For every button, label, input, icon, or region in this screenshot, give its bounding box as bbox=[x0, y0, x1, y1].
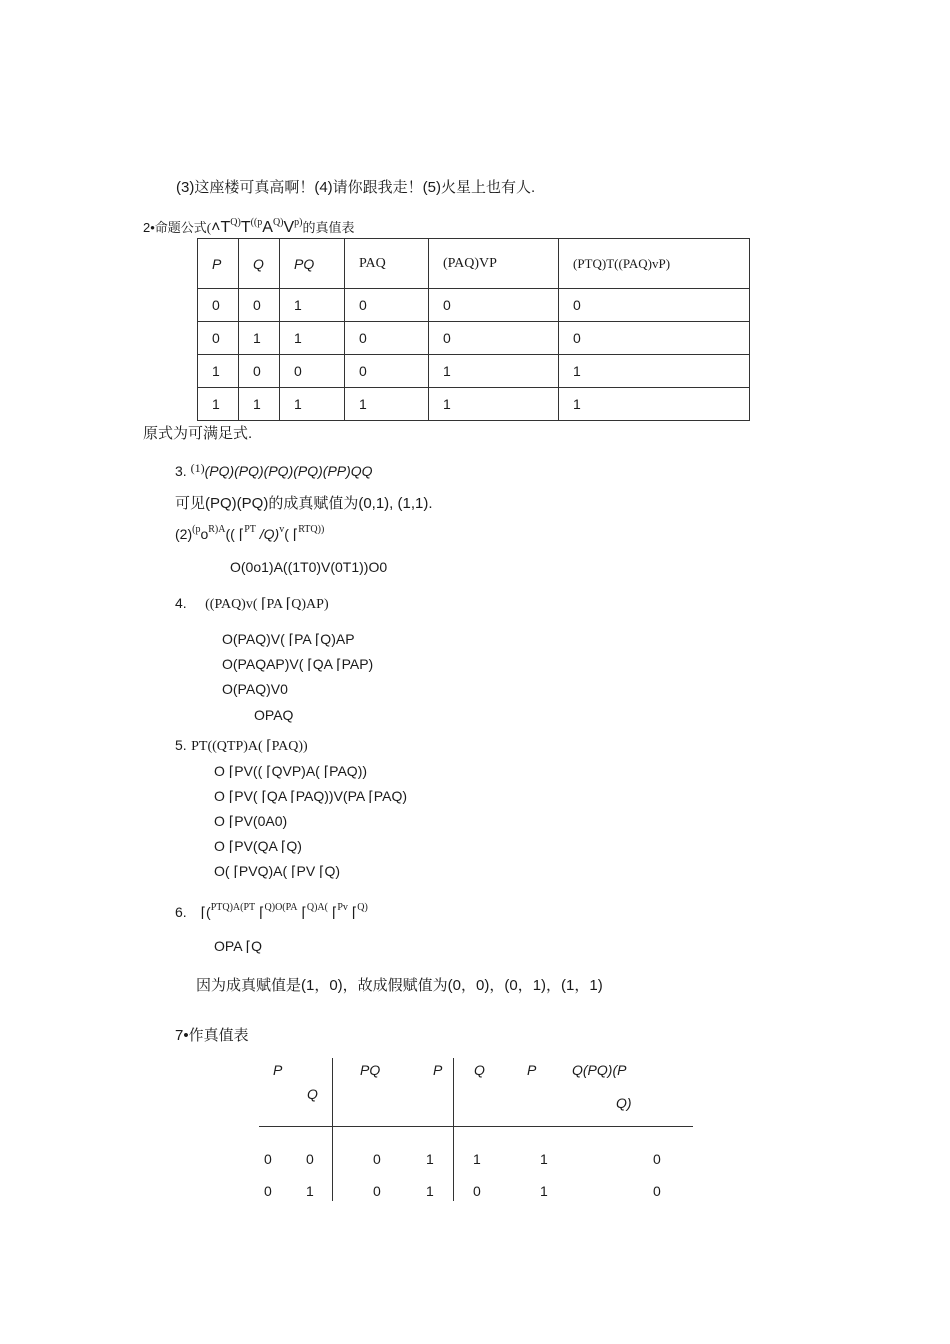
q2-formula-part: A bbox=[262, 219, 273, 236]
q5-step: O ⌈PV(( ⌈QVP)A( ⌈PAQ)) bbox=[214, 763, 368, 779]
q5-step: O( ⌈PVQ)A( ⌈PV ⌈Q) bbox=[214, 863, 341, 879]
table-cell: 0 bbox=[559, 289, 750, 322]
q2-formula-part: T bbox=[240, 219, 251, 236]
q5-line bbox=[175, 737, 308, 755]
table-row bbox=[198, 355, 750, 388]
formula-sup: PTQ)A(PT bbox=[210, 902, 256, 913]
q4-number: 4. bbox=[175, 595, 187, 611]
table-cell: 0 bbox=[429, 322, 559, 355]
table-cell: 1 bbox=[426, 1151, 434, 1167]
table-header-cell: PQ bbox=[280, 239, 345, 289]
table-row bbox=[198, 322, 750, 355]
q3-sub-number: (1) bbox=[190, 461, 205, 475]
formula-part: ⌈( bbox=[200, 904, 211, 920]
q2-formula-part: ˄T bbox=[211, 219, 231, 236]
table-header-cell: Q(PQ)(P bbox=[572, 1062, 627, 1078]
q3-part2-number: (2) bbox=[175, 526, 193, 542]
table-row bbox=[198, 289, 750, 322]
table-cell: 0 bbox=[306, 1151, 314, 1167]
table-header-row bbox=[198, 239, 750, 289]
q5-step: O ⌈PV(QA ⌈Q) bbox=[214, 838, 302, 854]
table-cell: 1 bbox=[429, 355, 559, 388]
q3-line-2: 可见(PQ)(PQ)的成真赋值为(0,1), (1,1). bbox=[175, 495, 433, 512]
q4-step: OPAQ bbox=[254, 707, 294, 723]
q3-expression: (PQ)(PQ)(PQ)(PQ)(PP)QQ bbox=[204, 463, 373, 479]
q4-line bbox=[175, 595, 329, 613]
table-cell: 1 bbox=[473, 1151, 481, 1167]
q2-formula-part: V bbox=[283, 219, 295, 236]
table-header-cell: P bbox=[273, 1062, 283, 1078]
q4-step: O(PAQ)V( ⌈PA ⌈Q)AP bbox=[222, 631, 355, 647]
q3-line-1 bbox=[175, 461, 373, 479]
formula-part: ( ⌈ bbox=[284, 526, 299, 542]
table-cell: 1 bbox=[426, 1183, 434, 1199]
table-divider bbox=[332, 1058, 333, 1201]
formula-sup: Q)A( bbox=[306, 902, 328, 913]
table-cell: 1 bbox=[559, 355, 750, 388]
table-cell: 0 bbox=[198, 322, 239, 355]
formula-part: ⌈ bbox=[327, 904, 338, 920]
q3-part2-result: O(0o1)A((1T0)V(0T1))O0 bbox=[230, 559, 388, 575]
table-cell: 0 bbox=[559, 322, 750, 355]
q4-step: O(PAQAP)V( ⌈QA ⌈PAP) bbox=[222, 656, 374, 672]
q6-number: 6. bbox=[175, 904, 187, 920]
q3-part2 bbox=[175, 524, 324, 543]
table-header-cell: P bbox=[527, 1062, 537, 1078]
table-cell: 1 bbox=[540, 1183, 548, 1199]
q2-formula-sup: Q) bbox=[230, 217, 241, 228]
formula-sup: R)A bbox=[208, 524, 226, 535]
q5-expression: PT((QTP)A( ⌈PAQ)) bbox=[191, 739, 308, 754]
q2-formula-sup: Q) bbox=[272, 217, 284, 228]
sentences-text: (3)这座楼可真高啊！(4)请你跟我走！(5)火星上也有人. bbox=[176, 179, 536, 196]
table-cell: 1 bbox=[239, 322, 280, 355]
table-cell: 0 bbox=[473, 1183, 481, 1199]
formula-part: (( ⌈ bbox=[225, 526, 245, 542]
table-cell: 1 bbox=[239, 388, 280, 421]
table-cell: 0 bbox=[280, 355, 345, 388]
q6-step: OPA ⌈Q bbox=[214, 938, 262, 954]
table-header-cell: P bbox=[198, 239, 239, 289]
formula-sup: v bbox=[279, 524, 285, 535]
table-cell: 0 bbox=[373, 1183, 381, 1199]
q4-step: O(PAQ)V0 bbox=[222, 681, 288, 697]
formula-sup: PT bbox=[244, 524, 256, 535]
q2-formula-sup: ((p bbox=[250, 217, 263, 228]
table-header-cell: Q) bbox=[616, 1095, 632, 1111]
table-cell: 1 bbox=[429, 388, 559, 421]
q5-step: O ⌈PV(0A0) bbox=[214, 813, 288, 829]
q2-formula-sup: p) bbox=[294, 217, 303, 228]
formula-part: o bbox=[200, 526, 209, 542]
table-header-cell: Q bbox=[307, 1086, 318, 1102]
table-cell: 0 bbox=[264, 1151, 272, 1167]
table-header-cell: (PAQ)VP bbox=[429, 239, 559, 289]
table-cell: 0 bbox=[239, 289, 280, 322]
q2-heading bbox=[143, 217, 355, 237]
conclusion-text: 原式为可满足式. bbox=[143, 425, 253, 442]
q4-expression: ((PAQ)v( ⌈PA ⌈Q)AP) bbox=[205, 597, 329, 612]
formula-sup: RTQ)) bbox=[298, 524, 325, 535]
formula-sup: (p bbox=[192, 524, 201, 535]
formula-part: /Q) bbox=[255, 526, 280, 542]
table-cell: 0 bbox=[264, 1183, 272, 1199]
table-cell: 1 bbox=[559, 388, 750, 421]
table-cell: 0 bbox=[239, 355, 280, 388]
formula-part: ⌈ bbox=[255, 904, 265, 920]
table-header-cell: P bbox=[433, 1062, 443, 1078]
q2-label: 命题公式( bbox=[154, 220, 212, 235]
table-cell: 1 bbox=[280, 388, 345, 421]
table-cell: 1 bbox=[345, 388, 429, 421]
q2-suffix: 的真值表 bbox=[302, 220, 355, 235]
q2-number: 2• bbox=[143, 220, 155, 235]
table-cell: 1 bbox=[198, 355, 239, 388]
table-divider bbox=[453, 1058, 454, 1201]
table-header-cell: Q bbox=[239, 239, 280, 289]
table-header-cell: PQ bbox=[360, 1062, 381, 1078]
table-cell: 0 bbox=[345, 289, 429, 322]
truth-table-1 bbox=[197, 238, 750, 421]
table-cell: 0 bbox=[429, 289, 559, 322]
table-cell: 0 bbox=[345, 355, 429, 388]
table-cell: 0 bbox=[345, 322, 429, 355]
table-cell: 0 bbox=[653, 1183, 661, 1199]
table-header-cell: PAQ bbox=[345, 239, 429, 289]
table-divider bbox=[259, 1126, 693, 1127]
formula-part: ⌈ bbox=[347, 904, 358, 920]
table-header-cell: Q bbox=[474, 1062, 485, 1078]
formula-sup: Pv bbox=[337, 902, 348, 913]
table-cell: 0 bbox=[653, 1151, 661, 1167]
q3-number: 3. bbox=[175, 463, 187, 479]
table-cell: 0 bbox=[198, 289, 239, 322]
table-cell: 1 bbox=[280, 289, 345, 322]
q5-number: 5. bbox=[175, 737, 187, 753]
q6-conclusion: 因为成真赋值是(1，0)，故成假赋值为(0，0)，(0，1)，(1，1) bbox=[196, 977, 603, 994]
table-cell: 1 bbox=[198, 388, 239, 421]
sentence-line bbox=[176, 176, 535, 197]
table-cell: 1 bbox=[306, 1183, 314, 1199]
q6-line bbox=[175, 902, 368, 921]
formula-sup: Q)O(PA bbox=[264, 902, 298, 913]
formula-sup: Q) bbox=[357, 902, 368, 913]
q7-title: 7•作真值表 bbox=[175, 1027, 249, 1044]
table-cell: 1 bbox=[540, 1151, 548, 1167]
formula-part: ⌈ bbox=[297, 904, 307, 920]
q5-step: O ⌈PV( ⌈QA ⌈PAQ))V(PA ⌈PAQ) bbox=[214, 788, 407, 804]
table-row bbox=[198, 388, 750, 421]
table-cell: 1 bbox=[280, 322, 345, 355]
table-cell: 0 bbox=[373, 1151, 381, 1167]
table-header-cell: (PTQ)T((PAQ)vP) bbox=[559, 239, 750, 289]
truth-table-2 bbox=[259, 1058, 693, 1203]
